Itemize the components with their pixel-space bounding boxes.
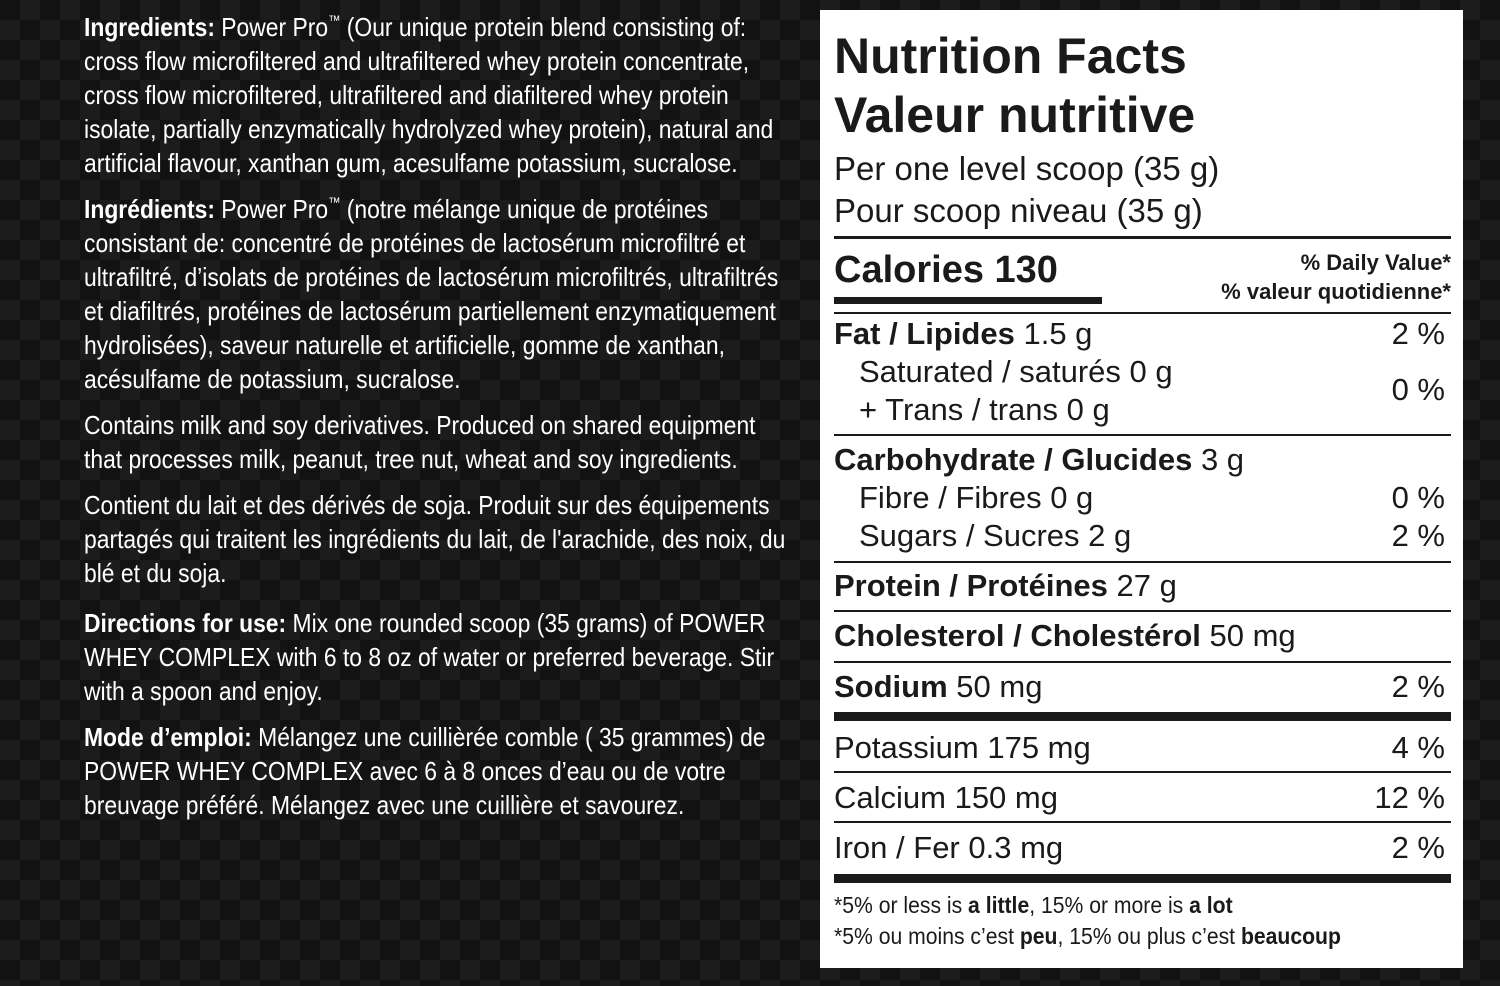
calcium-row: Calcium 150 mg 12 %	[834, 780, 1445, 815]
daily-value-header: % Daily Value* % valeur quotidienne*	[1221, 250, 1451, 304]
potassium-row: Potassium 175 mg 4 %	[834, 730, 1445, 765]
trans-row: + Trans / trans 0 g	[859, 392, 1110, 427]
sugars-row: Sugars / Sucres 2 g	[859, 518, 1132, 553]
divider	[834, 661, 1451, 663]
carbohydrate-row: Carbohydrate / Glucides 3 g	[834, 442, 1245, 477]
divider	[834, 434, 1451, 436]
nutrition-facts-panel: Nutrition Facts Valeur nutritive Per one level scoop (35 g) Pour scoop niveau (35 g) Calories 130 % Daily Value* % valeur quotidienne* Fat / Lipides 1.5 g 2 % Saturated / saturés 0 g + Trans / trans 0 g 0 % Carbohydrate / Glucides 3 g Fibre / Fibres 0 g 0 % Sugars / Sucres 2 g 2 % Protein / Protéines 27 g Cholesterol / Cholestérol 50 mg Sodium 50 mg 2 % Potassium 175 mg 4 % Calcium 150 mg 12 % Iron / Fer 0.3 mg 2 % *5% or less is a little, 15% or more is a lot *5% ou moins c’est peu, 15% ou plus c’est beaucoup	[820, 10, 1463, 968]
divider	[834, 771, 1451, 773]
protein-row: Protein / Protéines 27 g	[834, 568, 1177, 603]
ingredients-fr: Ingrédients: Power Pro™ (notre mélange unique de protéines consistant de: concentré de protéines de lactosérum microfiltré et ultrafiltré, d’isolats de protéines de lactosérum microfiltrés, ultrafiltrés et diafiltrés, protéines de lactosérum partiellement enzymatiquement hydrolisées), saveur naturelle et artificielle, gomme de xanthan, acésulfame de potassium, sucralose.	[84, 194, 779, 394]
fibre-row: Fibre / Fibres 0 g	[859, 480, 1094, 515]
serving-size-en: Per one level scoop (35 g)	[834, 150, 1220, 187]
divider	[834, 312, 1451, 314]
divider	[834, 561, 1451, 563]
iron-row: Iron / Fer 0.3 mg 2 %	[834, 830, 1445, 865]
divider	[834, 821, 1451, 823]
saturated-row: Saturated / saturés 0 g	[859, 354, 1173, 389]
divider	[834, 610, 1451, 612]
cholesterol-row: Cholesterol / Cholestérol 50 mg	[834, 618, 1296, 653]
calories: Calories 130	[834, 249, 1058, 291]
thick-divider	[834, 712, 1451, 721]
calories-rule	[834, 297, 1102, 304]
allergens-fr: Contient du lait et des dérivés de soja. Produit sur des équipements partagés qui traitent les ingrédients du lait, de l'arachide, des noix, du blé et du soja.	[84, 490, 786, 588]
ingredients-en: Ingredients: Power Pro™ (Our unique protein blend consisting of: cross flow microfiltered and ultrafiltered whey protein concentrate, cross flow microfiltered, ultrafiltered and diafiltered whey protein isolate, partially enzymatically hydrolyzed whey protein), natural and artificial flavour, xanthan gum, acesulfame potassium, sucralose.	[84, 12, 774, 178]
sodium-row: Sodium 50 mg 2 %	[834, 669, 1445, 704]
fat-row: Fat / Lipides 1.5 g 2 %	[834, 316, 1445, 351]
divider	[834, 236, 1451, 239]
nutrition-title-en: Nutrition Facts	[834, 28, 1187, 84]
allergens-en: Contains milk and soy derivatives. Produced on shared equipment that processes milk, peanut, tree nut, wheat and soy ingredients.	[84, 410, 756, 474]
directions-fr: Mode d’emploi: Mélangez une cuillièrée comble ( 35 grammes) de POWER WHEY COMPLEX avec 6 à 8 onces d’eau ou de votre breuvage préféré. Mélangez avec une cuillière et savourez.	[84, 722, 766, 820]
serving-size-fr: Pour scoop niveau (35 g)	[834, 192, 1203, 229]
footnote-en: *5% or less is a little, 15% or more is a lot	[834, 892, 1233, 918]
nutrition-title-fr: Valeur nutritive	[834, 87, 1196, 143]
thick-divider	[834, 874, 1451, 883]
left-text-column	[84, 10, 788, 834]
footnote-fr: *5% ou moins c’est peu, 15% ou plus c’est beaucoup	[834, 923, 1341, 949]
directions-en: Directions for use: Mix one rounded scoop (35 grams) of POWER WHEY COMPLEX with 6 to 8 oz of water or preferred beverage. Stir with a spoon and enjoy.	[84, 608, 775, 706]
